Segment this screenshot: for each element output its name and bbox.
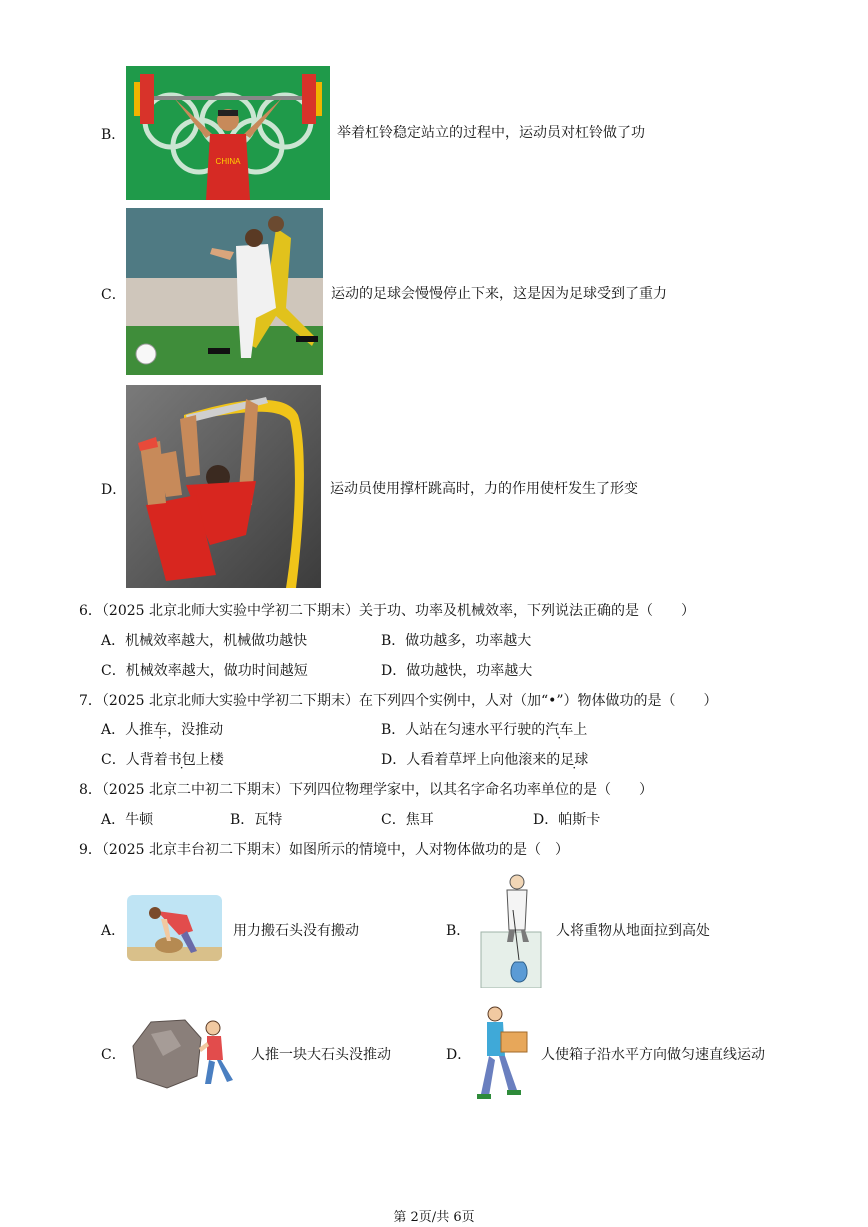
option-letter: C． <box>101 287 126 303</box>
pushing-boulder-image <box>127 1016 239 1090</box>
option-b: B．人站在匀速水平行驶的汽车上 <box>381 722 588 738</box>
question-stem: 6．（2025 北京北师大实验中学初二下期末）关于功、功率及机械效率，下列说法正确的是（ ） <box>79 603 695 619</box>
option-d: D．做功越快，功率越大 <box>381 663 533 679</box>
option-text: 人推一块大石头没推动 <box>251 1047 391 1063</box>
dotted-object: 书包 <box>167 752 196 768</box>
option-b: B．做功越多，功率越大 <box>381 633 532 649</box>
option-letter: B． <box>101 127 126 143</box>
option-a: A．机械效率越大，机械做功越快 <box>101 633 308 649</box>
option-d: D．帕斯卡 <box>533 812 601 828</box>
svg-text:CHINA: CHINA <box>215 157 241 166</box>
option-a: A．牛顿 <box>101 812 154 828</box>
option-text: 运动的足球会慢慢停止下来，这是因为足球受到了重力 <box>331 286 667 302</box>
option-b: B．瓦特 <box>230 812 283 828</box>
page-footer: 第 2页/共 6页 <box>393 1210 475 1225</box>
dotted-object: 车 <box>153 722 168 738</box>
question-stem: 7．（2025 北京北师大实验中学初二下期末）在下列四个实例中，人对（加“•”）物体做功的是（ ） <box>79 693 718 709</box>
question-stem: 9．（2025 北京丰台初二下期末）如图所示的情境中，人对物体做功的是（ ） <box>79 842 569 858</box>
option-text: 举着杠铃稳定站立的过程中，运动员对杠铃做了功 <box>337 125 645 141</box>
option-letter: C． <box>101 1047 126 1063</box>
option-letter: D． <box>446 1047 472 1063</box>
option-letter: D． <box>101 482 127 498</box>
pulling-weight-image <box>473 870 543 988</box>
option-a: A．人推车，没推动 <box>101 722 224 738</box>
option-c: C．人背着书包上楼 <box>101 752 224 768</box>
lifting-rock-image <box>127 895 222 961</box>
option-d: D．人看着草坪上向他滚来的足球 <box>381 752 589 768</box>
weightlifter-image <box>126 66 330 200</box>
option-letter: A． <box>101 923 126 939</box>
option-text: 人将重物从地面拉到高处 <box>556 923 710 939</box>
dotted-object: 足球 <box>560 752 589 768</box>
soccer-image <box>126 208 323 375</box>
option-c: C．焦耳 <box>381 812 434 828</box>
option-letter: B． <box>446 923 471 939</box>
pole-vault-image <box>126 385 321 588</box>
dotted-object: 汽车 <box>545 722 574 738</box>
option-text: 用力搬石头没有搬动 <box>233 923 359 939</box>
option-c: C．机械效率越大，做功时间越短 <box>101 663 308 679</box>
option-text: 运动员使用撑杆跳高时，力的作用使杆发生了形变 <box>330 481 638 497</box>
question-stem: 8．（2025 北京二中初二下期末）下列四位物理学家中，以其名字命名功率单位的是（ ） <box>79 782 653 798</box>
option-text: 人使箱子沿水平方向做匀速直线运动 <box>541 1047 765 1063</box>
carrying-box-image <box>473 1004 533 1102</box>
